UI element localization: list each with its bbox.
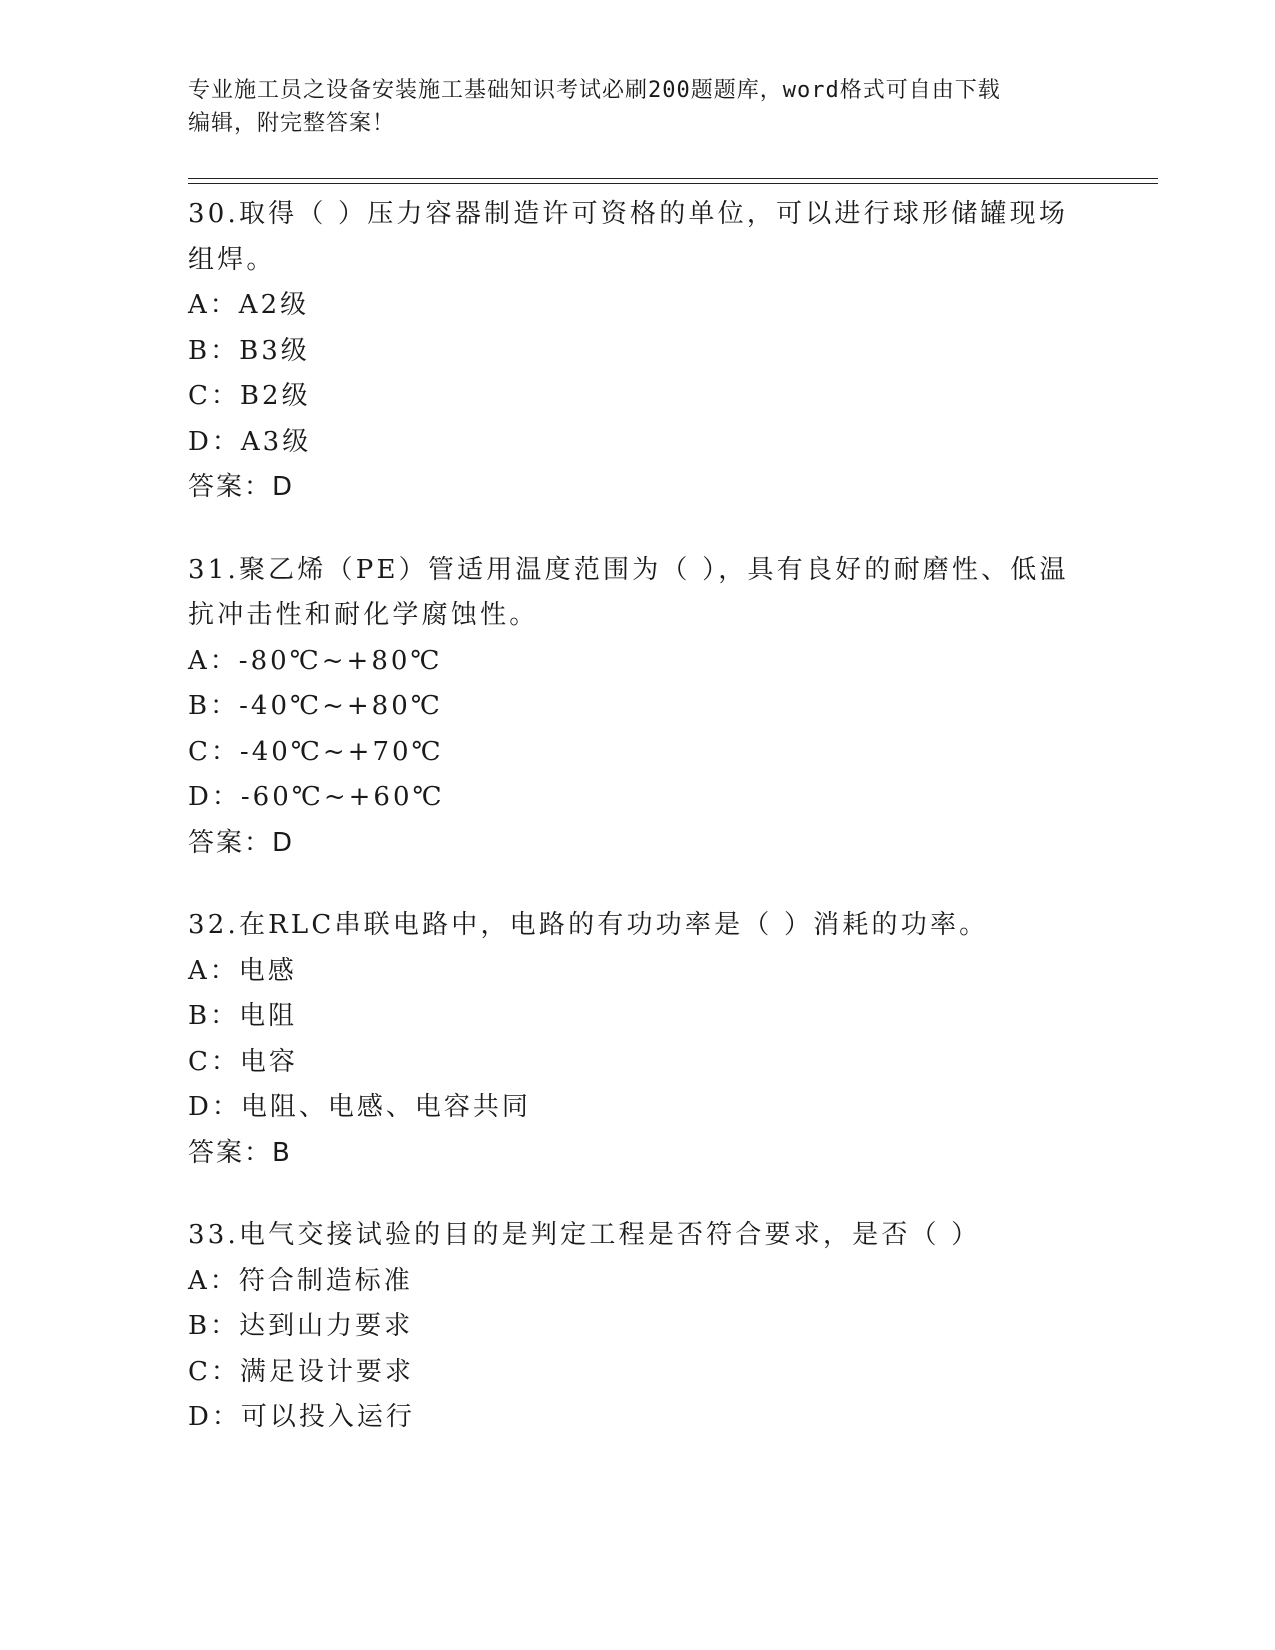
option-letter: D bbox=[188, 426, 212, 457]
option-letter: C bbox=[188, 1046, 211, 1077]
option-separator: ： bbox=[210, 381, 240, 411]
option-letter: D bbox=[188, 1092, 212, 1122]
option-d bbox=[188, 775, 1088, 821]
option-letter: C bbox=[188, 381, 211, 411]
option-letter: B bbox=[188, 1001, 211, 1031]
header-divider-top bbox=[188, 178, 1158, 179]
question-stem-line: 32.在RLC串联电路中，电路的有功功率是（ ）消耗的功率。 bbox=[188, 910, 989, 940]
option-a bbox=[188, 639, 1088, 685]
option-text: 达到山力要求 bbox=[239, 1311, 414, 1341]
option-text: 电阻、电感、电容共同 bbox=[240, 1092, 531, 1122]
answer-line: 答案：B bbox=[188, 1137, 292, 1168]
option-text: 电阻 bbox=[239, 1001, 298, 1031]
option-text: -80℃~+80℃ bbox=[238, 645, 443, 676]
option-text: -40℃~+80℃ bbox=[239, 691, 443, 721]
option-letter: C bbox=[188, 736, 211, 767]
document-header bbox=[188, 74, 1088, 140]
option-text: 电容 bbox=[239, 1046, 298, 1077]
header-line-1: 专业施工员之设备安装施工基础知识考试必刷200题题库，word格式可自由下载 bbox=[188, 78, 1001, 103]
option-letter: B bbox=[188, 1311, 211, 1341]
option-separator: ： bbox=[210, 1311, 240, 1341]
option-separator: ： bbox=[210, 335, 240, 366]
question-list bbox=[188, 192, 1088, 1478]
option-separator: ： bbox=[211, 782, 241, 812]
question-item bbox=[188, 1213, 1088, 1441]
option-letter: A bbox=[188, 290, 210, 320]
option-text: B3级 bbox=[239, 335, 310, 366]
option-letter: C bbox=[188, 1356, 211, 1387]
header-divider-bottom bbox=[188, 183, 1158, 184]
option-a bbox=[188, 1259, 1088, 1305]
question-stem-line: 30.取得（ ）压力容器制造许可资格的单位，可以进行球形储罐现场 bbox=[188, 199, 1069, 229]
option-b bbox=[188, 684, 1088, 730]
option-separator: ： bbox=[209, 290, 239, 320]
option-c bbox=[188, 374, 1088, 420]
option-separator: ： bbox=[210, 691, 240, 721]
option-text: A2级 bbox=[238, 290, 310, 320]
option-text: -40℃~+70℃ bbox=[239, 736, 444, 767]
question-stem-line: 抗冲击性和耐化学腐蚀性。 bbox=[188, 600, 539, 630]
question-stem-line: 组焊。 bbox=[188, 244, 276, 275]
option-b bbox=[188, 994, 1088, 1040]
option-text: 可以投入运行 bbox=[240, 1402, 415, 1432]
option-separator: ： bbox=[210, 1001, 240, 1031]
option-c bbox=[188, 730, 1088, 776]
option-letter: B bbox=[188, 335, 211, 366]
option-separator: ： bbox=[211, 426, 241, 457]
question-stem-line: 33.电气交接试验的目的是判定工程是否符合要求，是否（ ） bbox=[188, 1220, 981, 1250]
option-c bbox=[188, 1350, 1088, 1396]
option-d bbox=[188, 420, 1088, 466]
option-separator: ： bbox=[209, 955, 239, 986]
option-letter: D bbox=[188, 782, 212, 812]
option-d bbox=[188, 1395, 1088, 1441]
option-text: B2级 bbox=[239, 381, 311, 411]
answer-line: 答案：D bbox=[188, 827, 295, 858]
option-letter: D bbox=[188, 1402, 212, 1432]
question-item bbox=[188, 192, 1088, 511]
option-separator: ： bbox=[211, 1402, 241, 1432]
option-text: A3级 bbox=[240, 426, 312, 457]
option-separator: ： bbox=[210, 736, 240, 767]
option-letter: A bbox=[188, 645, 210, 676]
question-item bbox=[188, 548, 1088, 867]
option-separator: ： bbox=[210, 1356, 240, 1387]
option-text: -60℃~+60℃ bbox=[240, 782, 445, 812]
option-b bbox=[188, 1304, 1088, 1350]
question-item bbox=[188, 903, 1088, 1176]
option-b bbox=[188, 329, 1088, 375]
option-text: 电感 bbox=[238, 955, 297, 986]
answer-line: 答案：D bbox=[188, 472, 295, 502]
option-separator: ： bbox=[209, 645, 239, 676]
question-stem-line: 31.聚乙烯（PE）管适用温度范围为（ ），具有良好的耐磨性、低温 bbox=[188, 554, 1069, 585]
option-letter: B bbox=[188, 691, 211, 721]
option-d bbox=[188, 1085, 1088, 1131]
option-c bbox=[188, 1040, 1088, 1086]
option-separator: ： bbox=[211, 1092, 241, 1122]
option-letter: A bbox=[188, 1265, 210, 1296]
option-a bbox=[188, 283, 1088, 329]
header-line-2: 编辑，附完整答案！ bbox=[188, 111, 396, 136]
option-separator: ： bbox=[210, 1046, 240, 1077]
option-text: 满足设计要求 bbox=[239, 1356, 414, 1387]
option-text: 符合制造标准 bbox=[238, 1265, 413, 1296]
option-a bbox=[188, 949, 1088, 995]
option-separator: ： bbox=[209, 1265, 239, 1296]
option-letter: A bbox=[188, 955, 210, 986]
